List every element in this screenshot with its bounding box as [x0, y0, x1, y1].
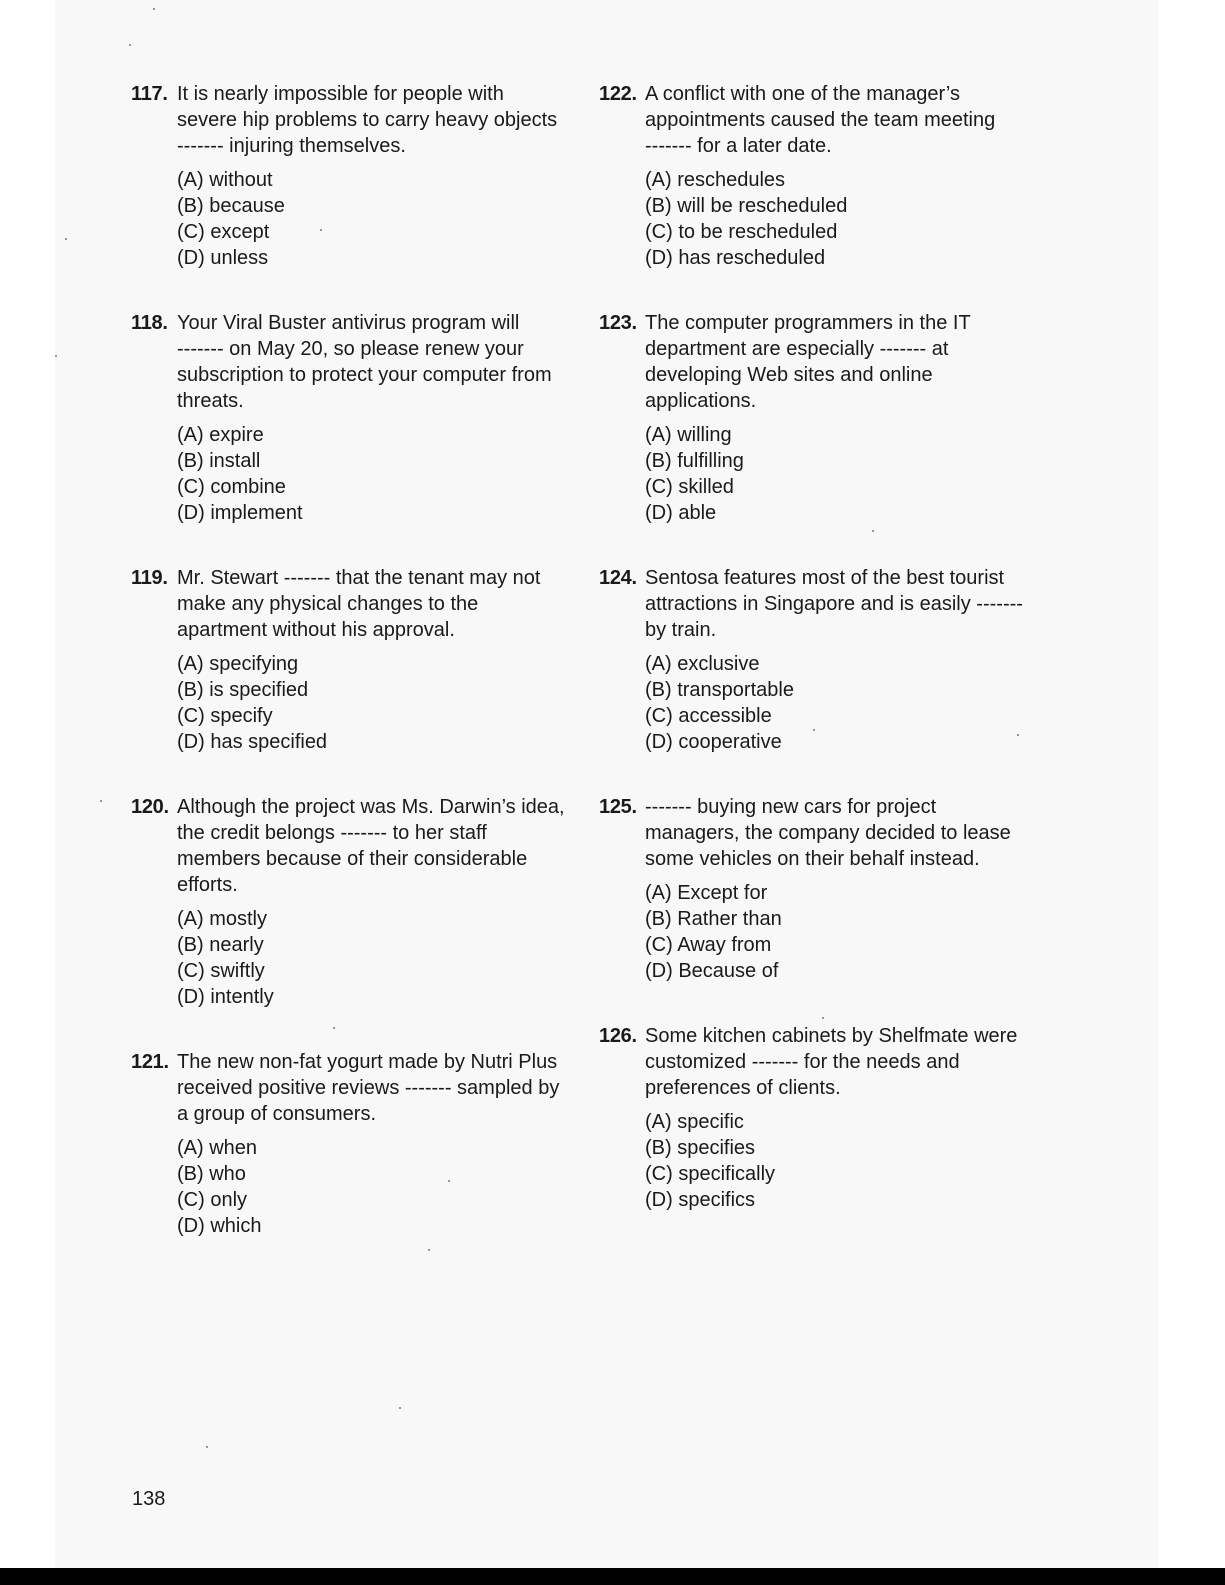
answer-option-a: (A) specifying	[177, 653, 299, 675]
stem-line: managers, the company decided to lease	[645, 822, 1011, 844]
answer-option-c: (C) skilled	[645, 476, 734, 498]
stem-line: Mr. Stewart ------- that the tenant may not	[177, 567, 541, 589]
stem-line: some vehicles on their behalf instead.	[645, 848, 980, 870]
answer-option-c: (C) specifically	[645, 1163, 776, 1185]
stem-line: efforts.	[177, 874, 238, 896]
stem-line: department are especially ------- at	[645, 338, 949, 360]
answer-options	[645, 167, 995, 271]
answer-options	[177, 906, 565, 1010]
answer-option-d: (D) intently	[177, 986, 274, 1008]
question-number: 123.	[599, 312, 637, 334]
stem-line: threats.	[177, 390, 244, 412]
question-stem	[177, 310, 552, 414]
scan-speck	[428, 1249, 430, 1251]
answer-option-a: (A) Except for	[645, 882, 768, 904]
answer-option-c: (C) to be rescheduled	[645, 221, 838, 243]
stem-line: ------- for a later date.	[645, 135, 832, 157]
answer-option-b: (B) because	[177, 195, 285, 217]
answer-option-c: (C) swiftly	[177, 960, 265, 982]
answer-option-a: (A) without	[177, 169, 273, 191]
stem-line: ------- injuring themselves.	[177, 135, 406, 157]
question-body	[177, 565, 540, 755]
answer-option-a: (A) willing	[645, 424, 732, 446]
question-body	[177, 1049, 559, 1239]
stem-line: The new non-fat yogurt made by Nutri Plus	[177, 1051, 558, 1073]
answer-option-a: (A) reschedules	[645, 169, 786, 191]
stem-line: Sentosa features most of the best tourist	[645, 567, 1005, 589]
question-body	[645, 310, 971, 526]
question-body	[645, 565, 1023, 755]
answer-option-b: (B) is specified	[177, 679, 309, 701]
scan-speck	[333, 1027, 335, 1029]
answer-option-d: (D) cooperative	[645, 731, 782, 753]
answer-option-d: (D) Because of	[645, 960, 779, 982]
stem-line: apartment without his approval.	[177, 619, 455, 641]
answer-option-a: (A) when	[177, 1137, 258, 1159]
question-number: 125.	[599, 796, 637, 818]
question-stem	[645, 1023, 1017, 1101]
answer-option-c: (C) except	[177, 221, 270, 243]
question-stem	[177, 565, 540, 643]
question-body	[177, 310, 552, 526]
scan-speck	[100, 800, 102, 802]
question-number: 121.	[131, 1051, 169, 1073]
stem-line: applications.	[645, 390, 757, 412]
question-body	[177, 794, 565, 1010]
answer-options	[177, 167, 557, 271]
stem-line: members because of their considerable	[177, 848, 528, 870]
scan-speck	[65, 238, 67, 240]
answer-option-c: (C) specify	[177, 705, 273, 727]
scan-speck	[822, 1017, 824, 1019]
question-stem	[177, 81, 557, 159]
question-number: 124.	[599, 567, 637, 589]
question-body	[645, 81, 995, 271]
scan-speck	[206, 1446, 208, 1448]
answer-option-a: (A) exclusive	[645, 653, 760, 675]
answer-options	[645, 422, 971, 526]
bottom-border	[0, 1568, 1225, 1585]
stem-line: ------- buying new cars for project	[645, 796, 937, 818]
answer-option-d: (D) has rescheduled	[645, 247, 826, 269]
answer-option-d: (D) unless	[177, 247, 269, 269]
answer-option-d: (D) implement	[177, 502, 303, 524]
answer-option-b: (B) will be rescheduled	[645, 195, 848, 217]
answer-option-b: (B) fulfilling	[645, 450, 744, 472]
stem-line: received positive reviews ------- sampled by	[177, 1077, 560, 1099]
question-body	[645, 1023, 1017, 1213]
question-stem	[645, 565, 1023, 643]
stem-line: subscription to protect your computer from	[177, 364, 552, 386]
question-number: 118.	[131, 312, 168, 334]
answer-option-a: (A) expire	[177, 424, 264, 446]
question-stem	[645, 81, 995, 159]
stem-line: appointments caused the team meeting	[645, 109, 996, 131]
answer-option-c: (C) combine	[177, 476, 286, 498]
answer-options	[177, 1135, 559, 1239]
question-number: 117.	[131, 83, 168, 105]
answer-option-b: (B) Rather than	[645, 908, 782, 930]
question-body	[177, 81, 557, 271]
answer-option-b: (B) install	[177, 450, 261, 472]
question-stem	[177, 1049, 559, 1127]
answer-option-b: (B) who	[177, 1163, 246, 1185]
answer-options	[645, 880, 1011, 984]
question-number: 122.	[599, 83, 637, 105]
stem-line: A conflict with one of the manager’s	[645, 83, 960, 105]
answer-option-c: (C) Away from	[645, 934, 772, 956]
answer-option-b: (B) specifies	[645, 1137, 756, 1159]
answer-option-d: (D) able	[645, 502, 717, 524]
answer-option-c: (C) accessible	[645, 705, 772, 727]
stem-line: Some kitchen cabinets by Shelfmate were	[645, 1025, 1018, 1047]
question-number: 126.	[599, 1025, 637, 1047]
stem-line: by train.	[645, 619, 717, 641]
stem-line: Your Viral Buster antivirus program will	[177, 312, 520, 334]
stem-line: developing Web sites and online	[645, 364, 933, 386]
answer-option-d: (D) which	[177, 1215, 262, 1237]
answer-option-d: (D) specifics	[645, 1189, 756, 1211]
page-number: 138	[132, 1488, 166, 1510]
answer-option-a: (A) mostly	[177, 908, 267, 930]
answer-option-b: (B) nearly	[177, 934, 264, 956]
question-stem	[645, 310, 971, 414]
answer-option-d: (D) has specified	[177, 731, 328, 753]
stem-line: It is nearly impossible for people with	[177, 83, 504, 105]
stem-line: severe hip problems to carry heavy objects	[177, 109, 558, 131]
answer-options	[177, 422, 552, 526]
stem-line: attractions in Singapore and is easily -------	[645, 593, 1023, 615]
stem-line: make any physical changes to the	[177, 593, 479, 615]
question-number: 119.	[131, 567, 168, 589]
stem-line: ------- on May 20, so please renew your	[177, 338, 524, 360]
answer-option-c: (C) only	[177, 1189, 248, 1211]
question-stem	[177, 794, 565, 898]
scan-speck	[55, 355, 57, 357]
answer-option-b: (B) transportable	[645, 679, 794, 701]
scan-speck	[129, 44, 131, 46]
answer-option-a: (A) specific	[645, 1111, 744, 1133]
scan-speck	[153, 8, 155, 10]
stem-line: Although the project was Ms. Darwin’s idea,	[177, 796, 565, 818]
answer-options	[645, 651, 1023, 755]
answer-options	[177, 651, 540, 755]
question-body	[645, 794, 1011, 984]
stem-line: a group of consumers.	[177, 1103, 376, 1125]
scan-speck	[872, 530, 874, 532]
stem-line: the credit belongs ------- to her staff	[177, 822, 487, 844]
stem-line: customized ------- for the needs and	[645, 1051, 960, 1073]
stem-line: The computer programmers in the IT	[645, 312, 971, 334]
question-stem	[645, 794, 1011, 872]
question-number: 120.	[131, 796, 169, 818]
answer-options	[645, 1109, 1017, 1213]
scan-speck	[399, 1407, 401, 1409]
stem-line: preferences of clients.	[645, 1077, 841, 1099]
